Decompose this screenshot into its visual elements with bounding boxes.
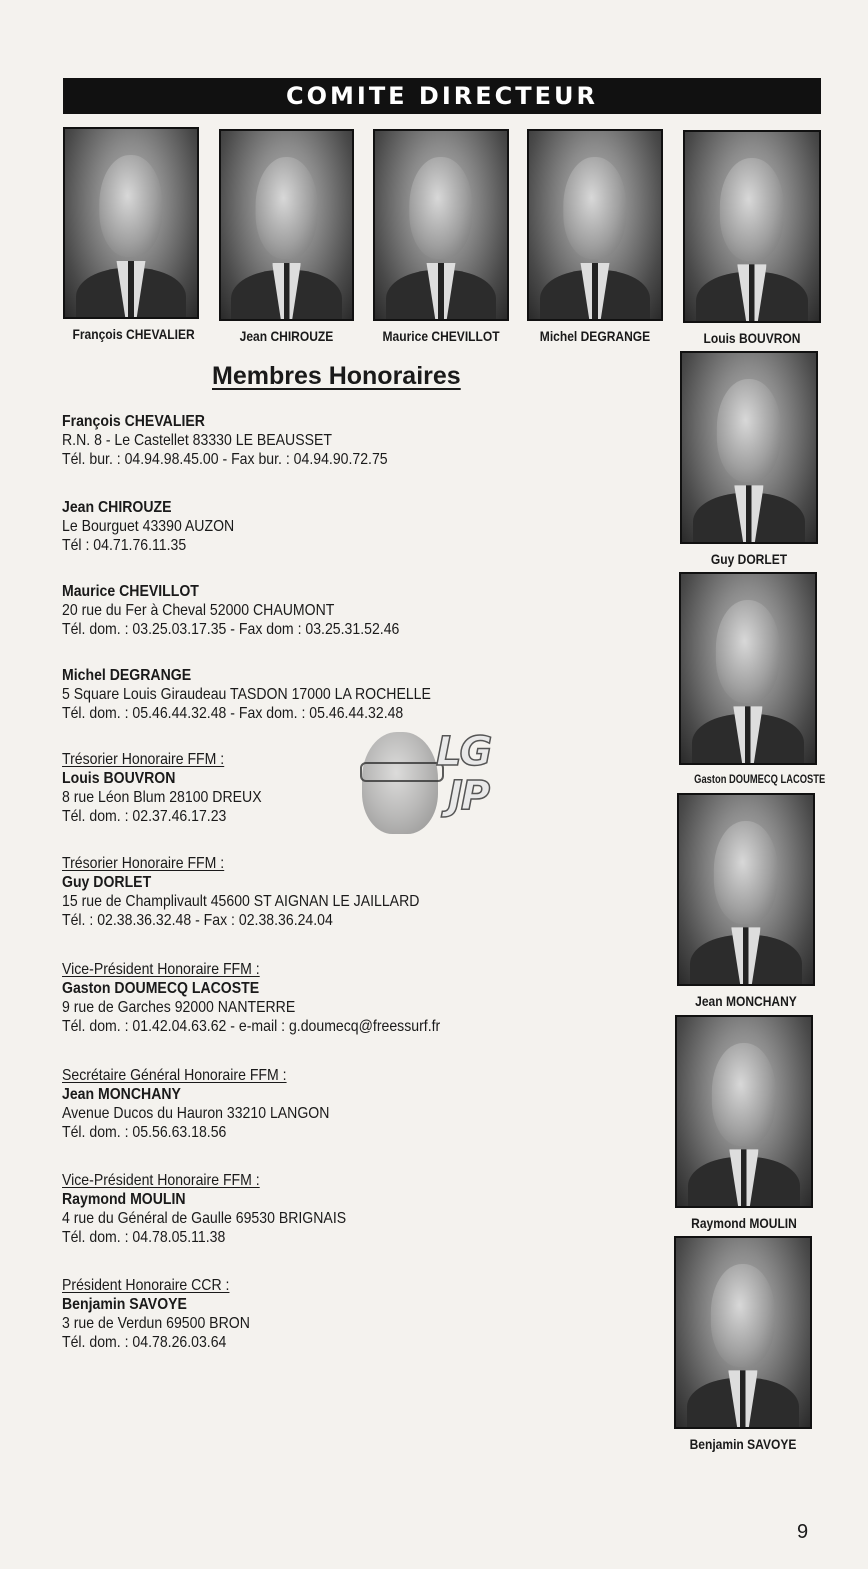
member-entry: [62, 1066, 329, 1142]
member-address: 3 rue de Verdun 69500 BRON: [62, 1315, 250, 1332]
honorary-member-name: Benjamin SAVOYE: [689, 1436, 797, 1452]
portrait-photo: [680, 351, 818, 544]
stamp-letters: LG JP: [436, 729, 491, 819]
member-entry: [62, 498, 234, 555]
member-name: Gaston DOUMECQ LACOSTE: [62, 980, 260, 997]
honorary-member-card: [677, 793, 815, 1009]
member-address: R.N. 8 - Le Castellet 83330 LE BEAUSSET: [62, 432, 332, 449]
member-contact: Tél. bur. : 04.94.98.45.00 - Fax bur. : 04.94.90.72.75: [62, 451, 388, 468]
director-card: [373, 129, 509, 344]
member-name: Guy DORLET: [62, 874, 152, 891]
member-entry: [62, 960, 440, 1036]
member-contact: Tél. dom. : 03.25.03.17.35 - Fax dom : 03.25.31.52.46: [62, 621, 400, 638]
member-address: 8 rue Léon Blum 28100 DREUX: [62, 789, 262, 806]
member-address: Le Bourguet 43390 AUZON: [62, 518, 235, 535]
director-name: François CHEVALIER: [72, 326, 195, 342]
comite-directeur-header: [63, 78, 821, 114]
member-contact: Tél. dom. : 01.42.04.63.62 - e-mail : g.doumecq@freessurf.fr: [62, 1018, 441, 1035]
portrait-photo: [683, 130, 821, 323]
director-card: [683, 130, 821, 346]
honorary-member-name: Jean MONCHANY: [695, 993, 797, 1009]
member-entry: [62, 750, 262, 826]
member-name: Raymond MOULIN: [62, 1191, 186, 1208]
portrait-photo: [63, 127, 199, 319]
director-name: Jean CHIROUZE: [239, 328, 334, 344]
member-name: Louis BOUVRON: [62, 770, 176, 787]
honorary-member-name: Guy DORLET: [710, 551, 788, 567]
member-address: Avenue Ducos du Hauron 33210 LANGON: [62, 1105, 330, 1122]
member-name: Benjamin SAVOYE: [62, 1296, 187, 1313]
director-name: Maurice CHEVILLOT: [382, 328, 500, 344]
honorary-member-name: Raymond MOULIN: [691, 1215, 797, 1231]
member-name: Jean CHIROUZE: [62, 499, 172, 516]
member-entry: [62, 666, 431, 723]
member-role: Secrétaire Général Honoraire FFM :: [62, 1067, 287, 1084]
member-address: 5 Square Louis Giraudeau TASDON 17000 LA ROCHELLE: [62, 686, 431, 703]
portrait-photo: [219, 129, 354, 321]
section-title: Membres Honoraires: [212, 362, 461, 390]
member-role: Trésorier Honoraire FFM :: [62, 855, 225, 872]
director-card: [527, 129, 663, 344]
portrait-photo: [677, 793, 815, 986]
member-name: François CHEVALIER: [62, 413, 205, 430]
member-entry: [62, 1171, 346, 1247]
member-contact: Tél. dom. : 02.37.46.17.23: [62, 808, 227, 825]
portrait-photo: [527, 129, 663, 321]
portrait-photo: [674, 1236, 812, 1429]
member-entry: [62, 1276, 250, 1352]
member-role: Président Honoraire CCR :: [62, 1277, 230, 1294]
member-name: Michel DEGRANGE: [62, 667, 192, 684]
member-address: 15 rue de Champlivault 45600 ST AIGNAN LE JAILLARD: [62, 893, 420, 910]
member-contact: Tél. dom. : 04.78.05.11.38: [62, 1229, 226, 1246]
portrait-photo: [679, 572, 817, 765]
director-card: [63, 127, 199, 342]
stamp-portrait: [362, 732, 438, 834]
member-contact: Tél : 04.71.76.11.35: [62, 537, 187, 554]
director-name: Louis BOUVRON: [703, 330, 801, 346]
member-role: Vice-Président Honoraire FFM :: [62, 1172, 260, 1189]
member-contact: Tél. dom. : 05.56.63.18.56: [62, 1124, 227, 1141]
stamp-glasses: [360, 762, 444, 782]
honorary-member-name: Gaston DOUMECQ LACOSTE: [694, 772, 826, 786]
member-entry: [62, 582, 399, 639]
member-name: Jean MONCHANY: [62, 1086, 181, 1103]
honorary-member-card: [679, 572, 826, 786]
member-role: Trésorier Honoraire FFM :: [62, 751, 225, 768]
honorary-member-card: [680, 351, 818, 567]
director-name: Michel DEGRANGE: [539, 328, 651, 344]
lgjp-stamp-logo: [358, 728, 513, 838]
member-address: 4 rue du Général de Gaulle 69530 BRIGNAIS: [62, 1210, 347, 1227]
page-number: 9: [797, 1521, 809, 1543]
member-contact: Tél. dom. : 04.78.26.03.64: [62, 1334, 227, 1351]
member-address: 9 rue de Garches 92000 NANTERRE: [62, 999, 296, 1016]
member-contact: Tél. dom. : 05.46.44.32.48 - Fax dom. : 05.46.44.32.48: [62, 705, 404, 722]
portrait-photo: [373, 129, 509, 321]
member-entry: [62, 854, 419, 930]
honorary-member-card: [675, 1015, 813, 1231]
member-role: Vice-Président Honoraire FFM :: [62, 961, 260, 978]
member-contact: Tél. : 02.38.36.32.48 - Fax : 02.38.36.24.04: [62, 912, 333, 929]
member-name: Maurice CHEVILLOT: [62, 583, 199, 600]
director-card: [219, 129, 354, 344]
member-entry: [62, 412, 388, 469]
header-title: COMITE DIRECTEUR: [285, 82, 599, 110]
member-address: 20 rue du Fer à Cheval 52000 CHAUMONT: [62, 602, 335, 619]
honorary-member-card: [674, 1236, 812, 1452]
portrait-photo: [675, 1015, 813, 1208]
